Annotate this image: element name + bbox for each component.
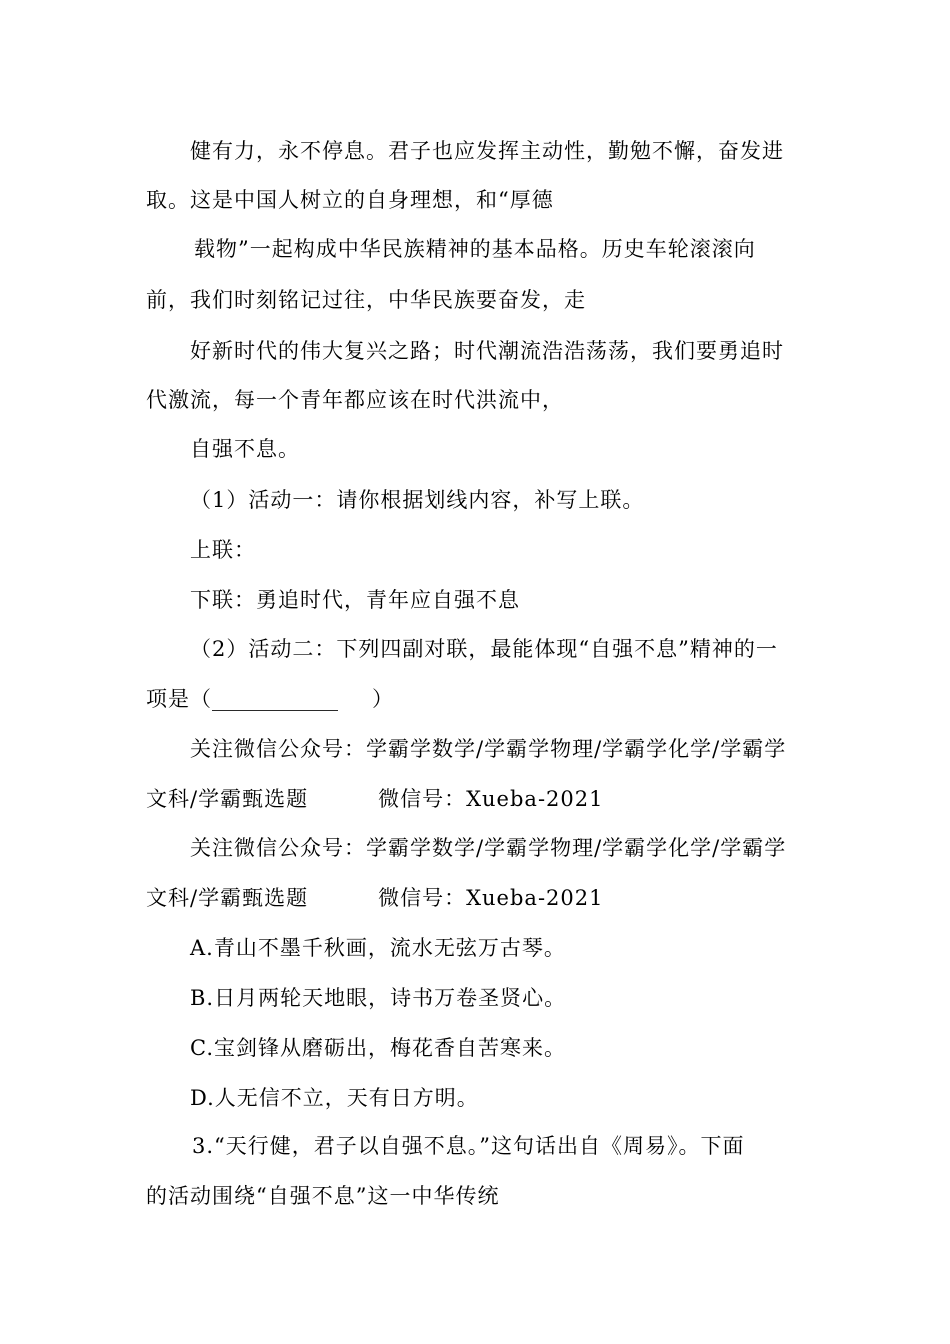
option-a: A.青山不墨千秋画，流水无弦万古琴。 [190, 936, 566, 960]
paragraph-1-line-2: 取。这是中国人树立的自身理想，和“厚德 [146, 188, 554, 212]
paragraph-2-line-2: 前，我们时刻铭记过往，中华民族要奋发，走 [146, 288, 586, 312]
paragraph-1-line-1: 健有力，永不停息。君子也应发挥主动性，勤勉不懈，奋发进 [190, 139, 784, 163]
notice-2-line-2 [146, 883, 603, 913]
notice-1-line-2 [146, 784, 603, 814]
option-d: D.人无信不立，天有日方明。 [190, 1086, 479, 1110]
activity-2-prompt-line-2 [146, 684, 394, 714]
upper-couplet-label: 上联： [190, 538, 256, 562]
activity-1-prompt: （1）活动一：请你根据划线内容，补写上联。 [190, 488, 645, 512]
notice-1-line-1: 关注微信公众号：学霸学数学/学霸学物理/学霸学化学/学霸学 [190, 737, 787, 761]
option-c: C.宝剑锋从磨砺出，梅花香自苦寒来。 [190, 1036, 566, 1060]
notice-2-wechat-id: 微信号：Xueba-2021 [378, 886, 604, 910]
notice-1-wechat-id: 微信号：Xueba-2021 [378, 787, 604, 811]
question-3-line-1: 3.“天行健，君子以自强不息。”这句话出自《周易》。下面 [192, 1134, 745, 1158]
question-3-line-2: 的活动围绕“自强不息”这一中华传统 [146, 1184, 500, 1208]
activity-2-prompt-end: ） [372, 687, 394, 711]
activity-2-prompt-start: 项是（ [146, 687, 212, 711]
notice-1-accounts: 文科/学霸甄选题 [146, 787, 309, 811]
paragraph-3-line-1: 好新时代的伟大复兴之路；时代潮流浩浩荡荡，我们要勇追时 [190, 339, 784, 363]
answer-blank: ____________ [212, 687, 338, 711]
notice-2-accounts: 文科/学霸甄选题 [146, 886, 309, 910]
notice-2-line-1: 关注微信公众号：学霸学数学/学霸学物理/学霸学化学/学霸学 [190, 836, 787, 860]
paragraph-2-line-1: 载物”一起构成中华民族精神的基本品格。历史车轮滚滚向 [194, 237, 756, 261]
option-b: B.日月两轮天地眼，诗书万卷圣贤心。 [190, 986, 567, 1010]
paragraph-4-line-1: 自强不息。 [190, 437, 300, 461]
activity-2-prompt-line-1: （2）活动二：下列四副对联，最能体现“自强不息”精神的一 [190, 637, 778, 661]
paragraph-3-line-2: 代激流，每一个青年都应该在时代洪流中， [146, 388, 564, 412]
lower-couplet: 下联：勇追时代，青年应自强不息 [190, 588, 520, 612]
